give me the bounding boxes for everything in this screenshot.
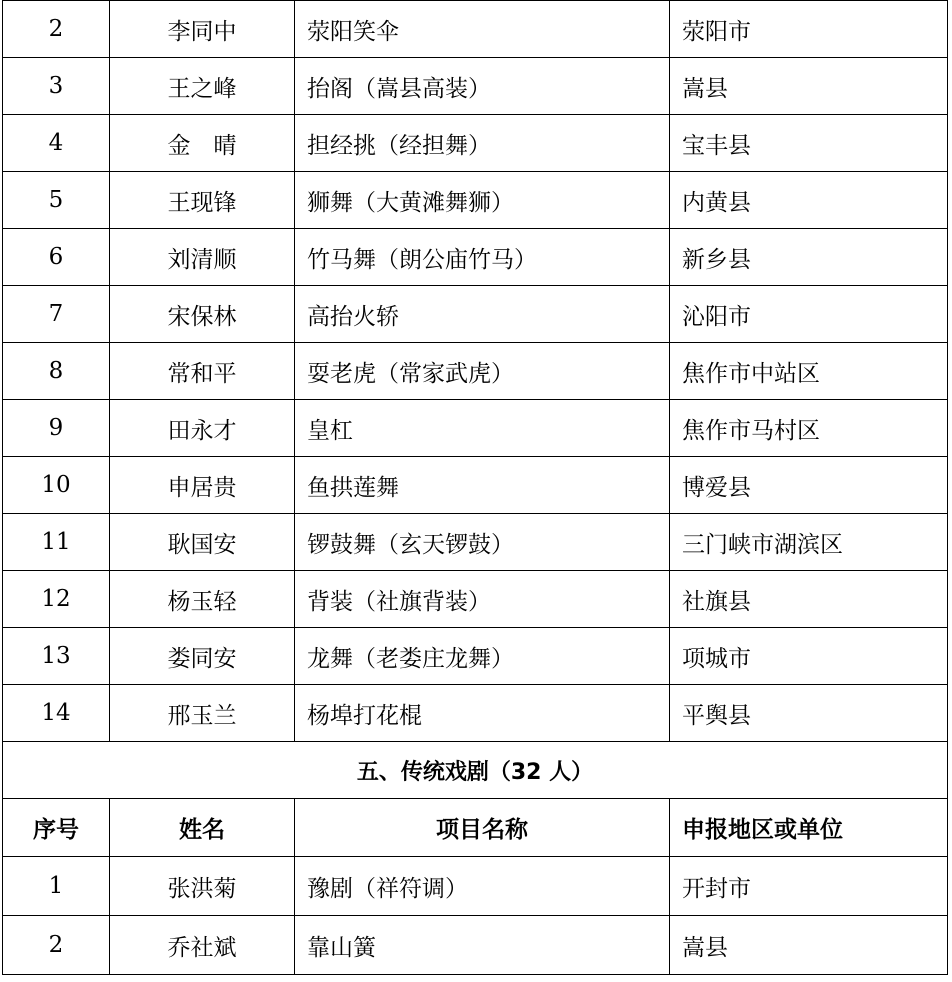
row-number: 14 — [3, 685, 110, 742]
region: 内黄县 — [670, 172, 948, 229]
section-heading-row — [3, 742, 948, 799]
person-name: 张洪菊 — [110, 857, 295, 916]
region: 宝丰县 — [670, 115, 948, 172]
region: 新乡县 — [670, 229, 948, 286]
table-row — [3, 115, 948, 172]
region: 荥阳市 — [670, 1, 948, 58]
row-number: 9 — [3, 400, 110, 457]
region: 焦作市中站区 — [670, 343, 948, 400]
row-number: 8 — [3, 343, 110, 400]
table-header-row — [3, 799, 948, 857]
project-name: 荥阳笑伞 — [295, 1, 670, 58]
table-row — [3, 916, 948, 975]
table-row — [3, 343, 948, 400]
project-name: 竹马舞（朗公庙竹马） — [295, 229, 670, 286]
header-number: 序号 — [3, 799, 110, 857]
table-row — [3, 514, 948, 571]
region: 三门峡市湖滨区 — [670, 514, 948, 571]
project-name: 龙舞（老娄庄龙舞） — [295, 628, 670, 685]
person-name: 耿国安 — [110, 514, 295, 571]
person-name: 常和平 — [110, 343, 295, 400]
region: 项城市 — [670, 628, 948, 685]
person-name: 刘清顺 — [110, 229, 295, 286]
project-name: 皇杠 — [295, 400, 670, 457]
table-row — [3, 400, 948, 457]
region: 社旗县 — [670, 571, 948, 628]
person-name: 田永才 — [110, 400, 295, 457]
project-name: 靠山簧 — [295, 916, 670, 975]
header-name: 姓名 — [110, 799, 295, 857]
table-row — [3, 229, 948, 286]
person-name: 娄同安 — [110, 628, 295, 685]
table-row — [3, 58, 948, 115]
person-name: 申居贵 — [110, 457, 295, 514]
row-number: 5 — [3, 172, 110, 229]
project-name: 锣鼓舞（玄天锣鼓） — [295, 514, 670, 571]
person-name: 乔社斌 — [110, 916, 295, 975]
section-title: 五、传统戏剧（32 人） — [3, 742, 948, 799]
table-row — [3, 286, 948, 343]
header-project: 项目名称 — [295, 799, 670, 857]
row-number: 6 — [3, 229, 110, 286]
person-name: 金 晴 — [110, 115, 295, 172]
table-row — [3, 1, 948, 58]
region: 焦作市马村区 — [670, 400, 948, 457]
region: 博爱县 — [670, 457, 948, 514]
row-number: 11 — [3, 514, 110, 571]
person-name: 李同中 — [110, 1, 295, 58]
project-name: 狮舞（大黄滩舞狮） — [295, 172, 670, 229]
row-number: 4 — [3, 115, 110, 172]
region: 嵩县 — [670, 916, 948, 975]
person-name: 王现锋 — [110, 172, 295, 229]
row-number: 13 — [3, 628, 110, 685]
region: 开封市 — [670, 857, 948, 916]
person-name: 宋保林 — [110, 286, 295, 343]
person-name: 杨玉轻 — [110, 571, 295, 628]
project-name: 背装（社旗背装） — [295, 571, 670, 628]
table-row — [3, 628, 948, 685]
table-row — [3, 457, 948, 514]
row-number: 2 — [3, 916, 110, 975]
project-name: 耍老虎（常家武虎） — [295, 343, 670, 400]
project-name: 抬阁（嵩县高装） — [295, 58, 670, 115]
table-row — [3, 571, 948, 628]
project-name: 杨埠打花棍 — [295, 685, 670, 742]
header-region: 申报地区或单位 — [670, 799, 948, 857]
row-number: 10 — [3, 457, 110, 514]
row-number: 2 — [3, 1, 110, 58]
row-number: 1 — [3, 857, 110, 916]
project-name: 高抬火轿 — [295, 286, 670, 343]
row-number: 3 — [3, 58, 110, 115]
row-number: 7 — [3, 286, 110, 343]
region: 嵩县 — [670, 58, 948, 115]
project-name: 豫剧（祥符调） — [295, 857, 670, 916]
region: 平舆县 — [670, 685, 948, 742]
project-name: 担经挑（经担舞） — [295, 115, 670, 172]
table-row — [3, 172, 948, 229]
heritage-list-table — [2, 0, 948, 975]
region: 沁阳市 — [670, 286, 948, 343]
row-number: 12 — [3, 571, 110, 628]
project-name: 鱼拱莲舞 — [295, 457, 670, 514]
table-row — [3, 857, 948, 916]
table-row — [3, 685, 948, 742]
person-name: 王之峰 — [110, 58, 295, 115]
person-name: 邢玉兰 — [110, 685, 295, 742]
